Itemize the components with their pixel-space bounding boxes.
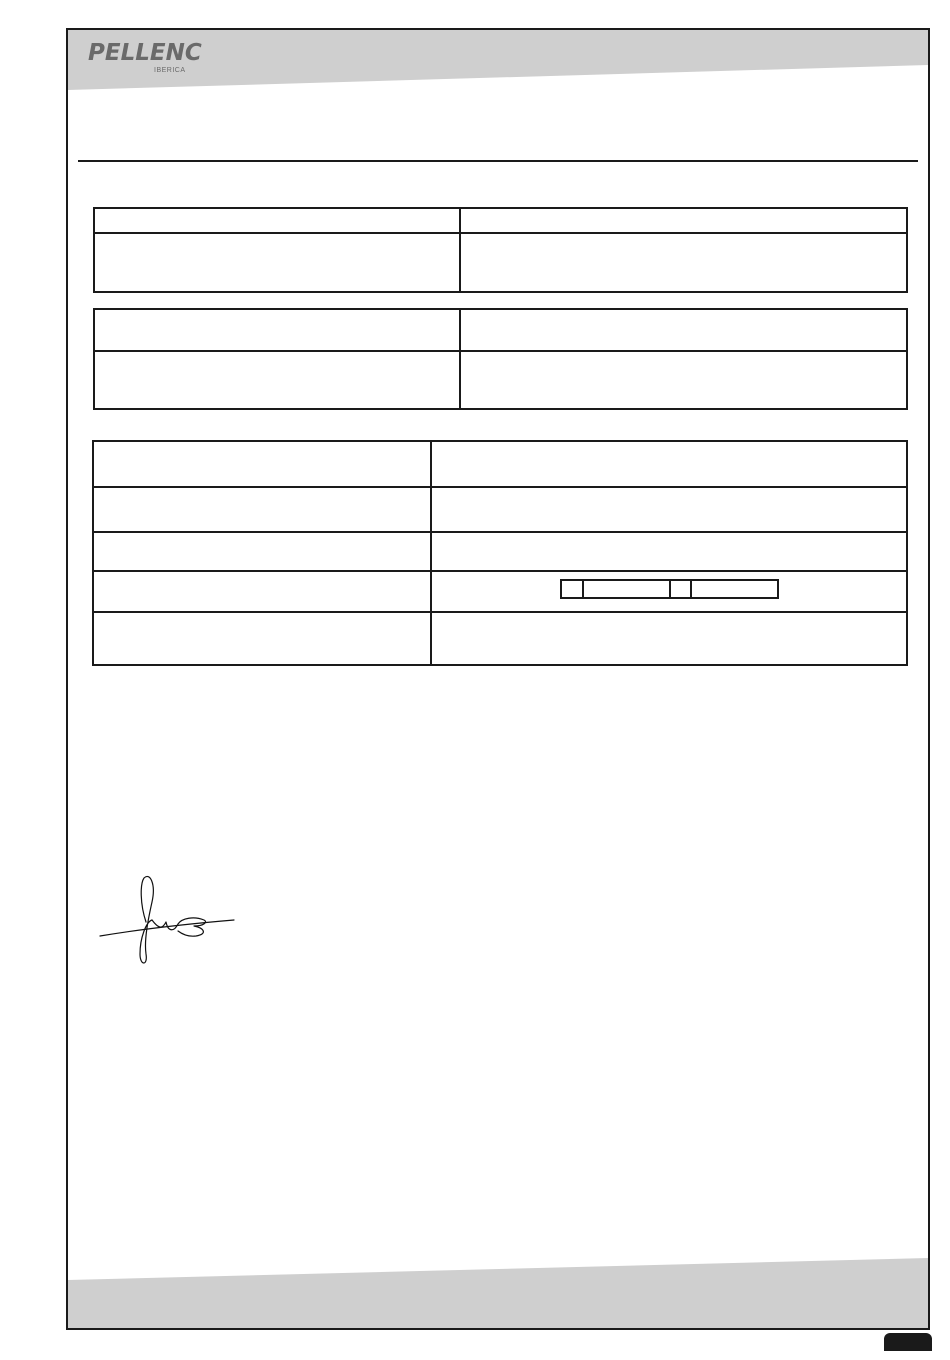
- table-row: [93, 532, 907, 571]
- footer-band: [68, 1258, 928, 1328]
- code-input-group: [560, 579, 779, 599]
- code-box-field-1[interactable]: [584, 581, 671, 597]
- form-label-cell: [93, 487, 431, 532]
- title-rule: [78, 160, 918, 162]
- form-value-cell[interactable]: [431, 532, 907, 571]
- form-table-1: [93, 207, 908, 293]
- form-label-cell: [93, 612, 431, 665]
- form-label-cell: [94, 233, 460, 292]
- table-row: [94, 208, 907, 233]
- logo-sub-text: IBERICA: [154, 67, 186, 74]
- signature-icon: [96, 874, 236, 966]
- code-box-field-2[interactable]: [692, 581, 777, 597]
- form-value-cell[interactable]: [460, 233, 907, 292]
- form-label-cell: [94, 309, 460, 351]
- form-label-cell: [93, 571, 431, 612]
- form-table-2: [93, 308, 908, 410]
- pellenc-logo: [88, 40, 202, 80]
- form-value-cell[interactable]: [460, 208, 907, 233]
- code-box-prefix-1[interactable]: [562, 581, 584, 597]
- form-value-cell[interactable]: [431, 612, 907, 665]
- form-label-cell: [94, 208, 460, 233]
- form-label-cell: [93, 441, 431, 487]
- form-table-3: [92, 440, 908, 666]
- table-row: [93, 571, 907, 612]
- form-value-cell[interactable]: [460, 351, 907, 409]
- page-number-tab: [884, 1333, 932, 1351]
- table-row: [93, 487, 907, 532]
- table-row: [93, 612, 907, 665]
- form-value-cell[interactable]: [431, 487, 907, 532]
- code-box-prefix-2[interactable]: [671, 581, 692, 597]
- logo-main-text: PELLENC: [88, 40, 202, 66]
- table-row: [94, 233, 907, 292]
- table-row: [94, 351, 907, 409]
- form-label-cell: [94, 351, 460, 409]
- form-value-cell[interactable]: [460, 309, 907, 351]
- table-row: [93, 441, 907, 487]
- table-row: [94, 309, 907, 351]
- form-value-cell[interactable]: [431, 441, 907, 487]
- form-label-cell: [93, 532, 431, 571]
